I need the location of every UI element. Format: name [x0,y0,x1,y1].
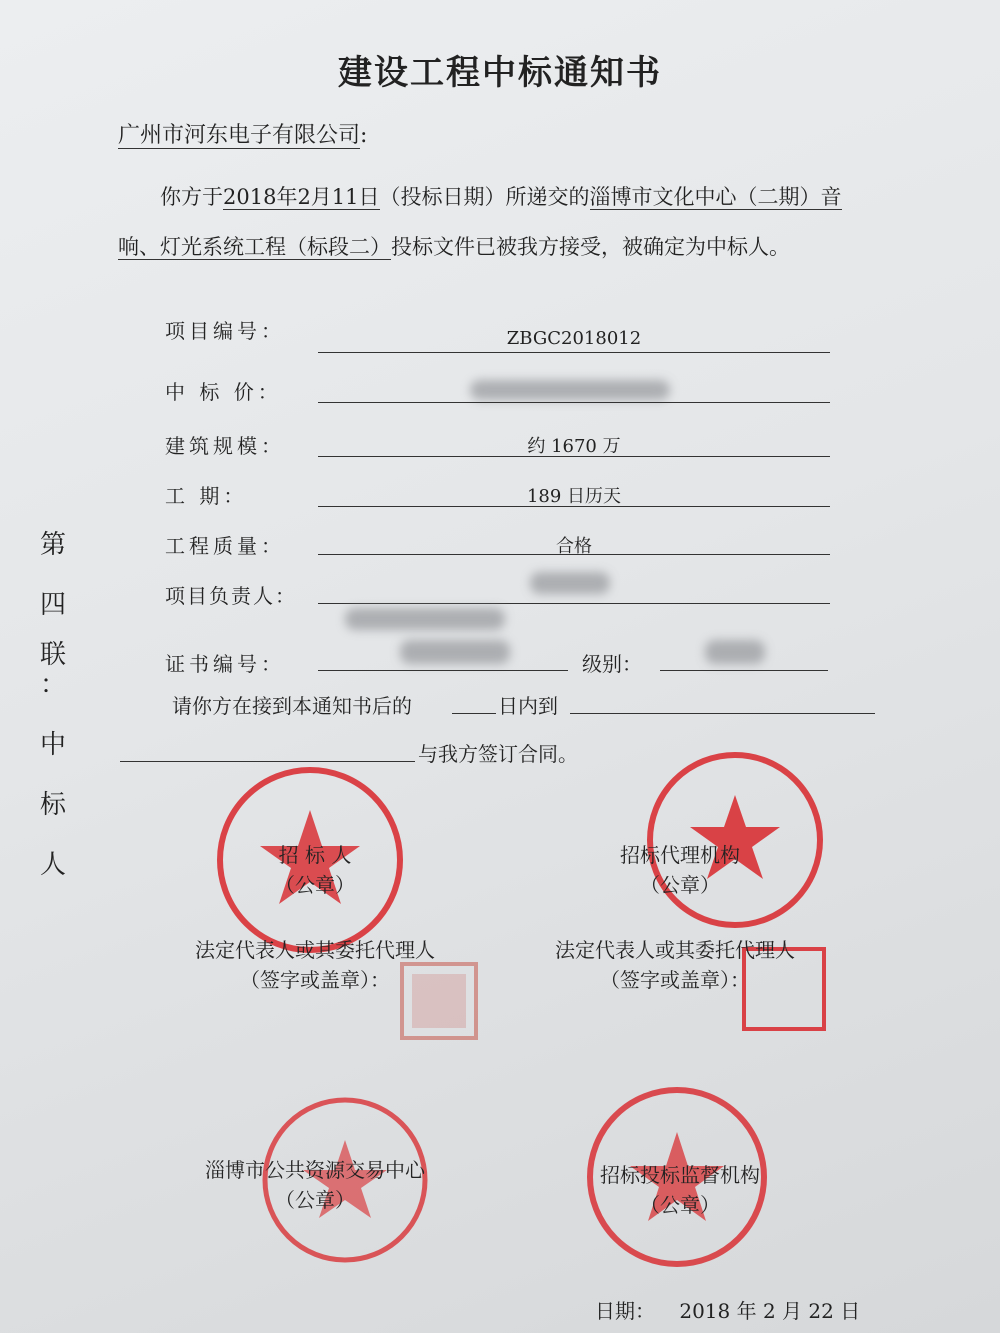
supervisor-seal-label: （公章） [640,1193,720,1217]
manager-line [318,603,830,604]
exchange-center-block [170,1155,460,1215]
days-blank [452,713,496,714]
copy-indicator [38,515,68,895]
cert-redacted [400,640,510,664]
agency-block [580,840,780,900]
bid-price-line [318,402,830,403]
tenderer-seal-label: （公章） [275,873,355,897]
period-label: 工 期： [165,484,248,508]
body-text-3: 投标文件已被我方接受，被确定为中标人。 [391,235,790,259]
project-no-line [318,352,830,353]
manager-label: 项目负责人： [165,584,297,608]
legal-rep-left-label: 法定代表人或其委托代理人 [195,938,435,962]
tenderer-block [240,840,390,900]
scale-label: 建筑规模： [165,434,285,458]
copy-char: 四 [39,590,66,620]
supervisor-label: 招标投标监督机构 [600,1163,760,1187]
agency-label: 招标代理机构 [620,843,740,867]
copy-char: 人 [39,850,66,880]
addressee-name: 广州市河东电子有限公司 [118,123,361,148]
notice-body [118,172,878,272]
cert-label: 证书编号： [165,652,285,676]
scale-line [318,456,830,457]
instruction-text-c: 与我方签订合同。 [418,742,578,766]
copy-char: 联 [39,640,66,670]
addressee-colon: : [360,123,368,148]
legal-rep-right-block [520,935,830,995]
body-text-1: 你方于 [160,185,223,209]
date-label: 日期： [595,1299,655,1323]
copy-char: 中 [39,730,66,760]
date-value: 2018 年 2 月 22 日 [679,1299,861,1323]
legal-rep-left-block [160,935,470,995]
copy-char: 标 [39,790,66,820]
addressee [118,118,367,149]
period-line [318,506,830,507]
manager-redacted-1 [530,572,610,594]
sign-right-label: （签字或盖章）： [600,968,750,992]
document-title: 建设工程中标通知书 [338,53,662,93]
bid-price-redacted [470,380,670,400]
body-text-2: （投标日期）所递交的 [379,185,590,209]
instruction-text-a: 请你方在接到本通知书后的 [172,694,412,718]
grade-label: 级别： [582,652,642,676]
grade-redacted [705,640,765,664]
quality-value: 合格 [556,536,592,557]
copy-char: 第 [39,530,66,560]
bid-date: 2018年2月11日 [223,185,380,209]
bid-price-label: 中 标 价： [165,380,282,404]
manager-redacted-2 [345,608,505,630]
copy-char: ： [39,670,66,700]
quality-label: 工程质量： [165,534,285,558]
instruction-text-b: 日内到 [498,694,558,718]
quality-line [318,554,830,555]
period-value: 189 日历天 [526,486,622,507]
exchange-seal-label: （公章） [275,1188,355,1212]
sign-left-label: （签字或盖章）： [240,968,390,992]
project-no-value: ZBGC2018012 [506,328,642,349]
project-name: 淄博市文化中心（二期）音响、灯光系统工程（标段二） [118,185,842,259]
cert-line [318,670,568,671]
supervisor-block [570,1160,790,1220]
grade-line [660,670,828,671]
exchange-center-label: 淄博市公共资源交易中心 [205,1158,425,1182]
legal-rep-right-label: 法定代表人或其委托代理人 [555,938,795,962]
location-blank [570,713,875,714]
date-block [595,1295,860,1324]
scale-value: 约 1670 万 [527,436,621,457]
project-no-label: 项目编号： [165,319,285,343]
agency-seal-label: （公章） [640,873,720,897]
tenderer-label: 招 标 人 [278,843,352,867]
